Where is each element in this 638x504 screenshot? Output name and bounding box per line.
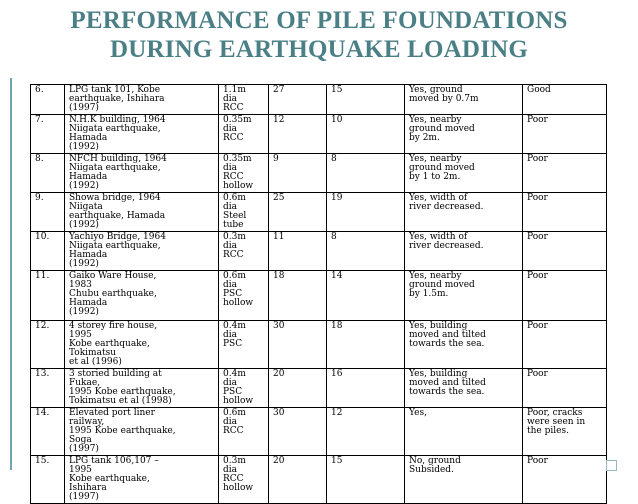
cell-value-b: 16 [327, 369, 405, 408]
cell-case: Gaiko Ware House, 1983 Chubu earthquake, Hamada (1992) [65, 271, 219, 321]
table-row [31, 321, 607, 369]
cell-observation: Yes, [405, 408, 523, 456]
cell-performance: Poor [523, 115, 607, 154]
cell-value-a: 25 [269, 193, 327, 232]
cell-value-b: 8 [327, 232, 405, 271]
cell-number: 9. [31, 193, 65, 232]
cell-case: 3 storied building at Fukae, 1995 Kobe earthquake, Tokimatsu et al (1998) [65, 369, 219, 408]
cell-value-a: 18 [269, 271, 327, 321]
pile-performance-table [30, 84, 607, 504]
cell-observation: Yes, width of river decreased. [405, 232, 523, 271]
cell-observation: No, ground Subsided. [405, 456, 523, 504]
cell-pile: 0.35m dia RCC hollow [219, 154, 269, 193]
cell-pile: 0.6m dia PSC hollow [219, 271, 269, 321]
cell-case: Showa bridge, 1964 Niigata earthquake, Hamada (1992) [65, 193, 219, 232]
table-row [31, 154, 607, 193]
cell-value-a: 30 [269, 321, 327, 369]
slide-number-marker [606, 460, 617, 471]
table-row [31, 85, 607, 115]
cell-case: LPG tank 106,107 – 1995 Kobe earthquake, Ishihara (1997) [65, 456, 219, 504]
cell-value-b: 15 [327, 456, 405, 504]
cell-case: LPG tank 101, Kobe earthquake, Ishihara (1997) [65, 85, 219, 115]
cell-value-b: 8 [327, 154, 405, 193]
table-row [31, 193, 607, 232]
cell-observation: Yes, ground moved by 0.7m [405, 85, 523, 115]
cell-observation: Yes, building moved and tilted towards the sea. [405, 321, 523, 369]
cell-case: Elevated port liner railway, 1995 Kobe earthquake, Soga (1997) [65, 408, 219, 456]
cell-number: 13. [31, 369, 65, 408]
cell-value-b: 15 [327, 85, 405, 115]
cell-number: 8. [31, 154, 65, 193]
cell-performance: Poor [523, 193, 607, 232]
cell-value-a: 27 [269, 85, 327, 115]
cell-observation: Yes, nearby ground moved by 2m. [405, 115, 523, 154]
cell-performance: Poor [523, 232, 607, 271]
cell-value-b: 14 [327, 271, 405, 321]
slide-title-line-2: DURING EARTHQUAKE LOADING [109, 36, 529, 63]
cell-case: N.H.K building, 1964 Niigata earthquake, Hamada (1992) [65, 115, 219, 154]
cell-performance: Poor [523, 456, 607, 504]
cell-performance: Poor, cracks were seen in the piles. [523, 408, 607, 456]
table-body [31, 85, 607, 504]
cell-value-b: 10 [327, 115, 405, 154]
cell-observation: Yes, width of river decreased. [405, 193, 523, 232]
cell-pile: 0.3m dia RCC [219, 232, 269, 271]
cell-pile: 0.6m dia Steel tube [219, 193, 269, 232]
cell-performance: Poor [523, 369, 607, 408]
cell-performance: Poor [523, 154, 607, 193]
slide-title-line-1: PERFORMANCE OF PILE FOUNDATIONS [70, 7, 568, 34]
cell-case: NFCH building, 1964 Niigata earthquake, Hamada (1992) [65, 154, 219, 193]
cell-number: 12. [31, 321, 65, 369]
cell-observation: Yes, building moved and tilted towards the sea. [405, 369, 523, 408]
cell-pile: 0.6m dia RCC [219, 408, 269, 456]
cell-number: 11. [31, 271, 65, 321]
cell-number: 7. [31, 115, 65, 154]
table-row [31, 271, 607, 321]
table-row [31, 456, 607, 504]
left-accent-rule [10, 78, 12, 470]
cell-value-b: 19 [327, 193, 405, 232]
slide-title [0, 6, 638, 64]
table-row [31, 408, 607, 456]
table-row [31, 369, 607, 408]
cell-value-a: 30 [269, 408, 327, 456]
cell-value-b: 18 [327, 321, 405, 369]
cell-value-b: 12 [327, 408, 405, 456]
cell-pile: 0.35m dia RCC [219, 115, 269, 154]
cell-value-a: 20 [269, 456, 327, 504]
cell-pile: 0.4m dia PSC hollow [219, 369, 269, 408]
cell-performance: Poor [523, 321, 607, 369]
cell-number: 15. [31, 456, 65, 504]
cell-value-a: 9 [269, 154, 327, 193]
cell-case: Yachiyo Bridge, 1964 Niigata earthquake, Hamada (1992) [65, 232, 219, 271]
cell-number: 6. [31, 85, 65, 115]
cell-number: 14. [31, 408, 65, 456]
cell-pile: 1.1m dia RCC [219, 85, 269, 115]
table-row [31, 115, 607, 154]
cell-performance: Good [523, 85, 607, 115]
cell-case: 4 storey fire house, 1995 Kobe earthquake, Tokimatsu et al (1996) [65, 321, 219, 369]
cell-performance: Poor [523, 271, 607, 321]
cell-value-a: 20 [269, 369, 327, 408]
cell-pile: 0.3m dia RCC hollow [219, 456, 269, 504]
cell-value-a: 11 [269, 232, 327, 271]
cell-pile: 0.4m dia PSC [219, 321, 269, 369]
cell-number: 10. [31, 232, 65, 271]
cell-value-a: 12 [269, 115, 327, 154]
cell-observation: Yes, nearby ground moved by 1 to 2m. [405, 154, 523, 193]
cell-observation: Yes, nearby ground moved by 1.5m. [405, 271, 523, 321]
table-row [31, 232, 607, 271]
